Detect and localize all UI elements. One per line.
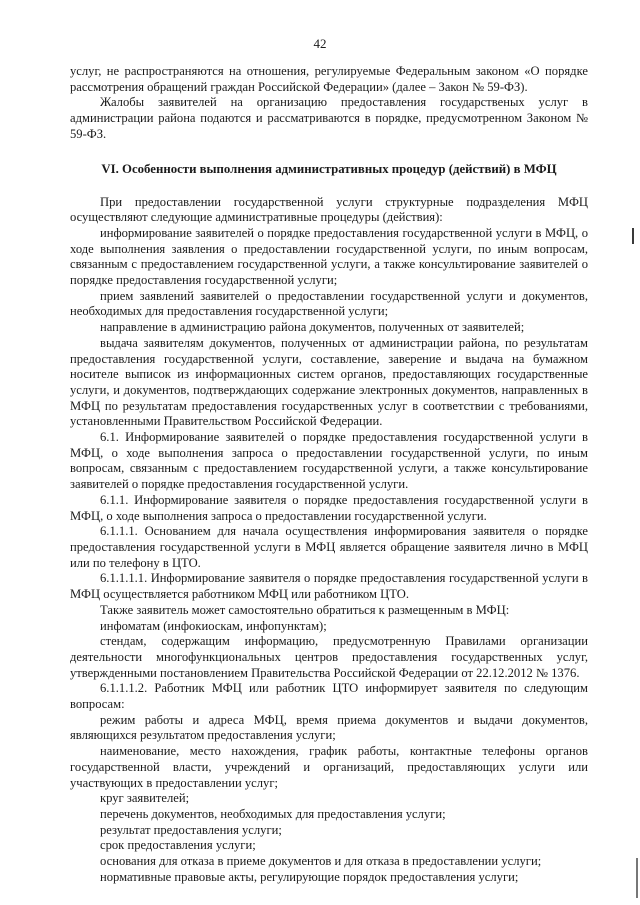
- paragraph: перечень документов, необходимых для предоставления услуги;: [100, 806, 446, 821]
- paragraph: 6.1.1.1. Основанием для начала осуществления информирования заявителя о порядке предоставления государственной услуги в МФЦ является обращение заявителя лично в МФЦ или по телефону в ЦТО.: [70, 524, 588, 570]
- scan-edge-mark: [636, 858, 638, 898]
- paragraph: направление в администрацию района документов, полученных от заявителей;: [100, 320, 525, 335]
- paragraph: результат предоставления услуги;: [100, 822, 282, 837]
- paragraph: режим работы и адреса МФЦ, время приема документов и выдачи документов, являющихся результатом предоставления услуги;: [70, 712, 588, 743]
- paragraph: Также заявитель может самостоятельно обратиться к размещенным в МФЦ:: [100, 602, 510, 617]
- paragraph: Жалобы заявителей на организацию предоставления государственых услуг в администрации района подаются и рассматриваются в порядке, предусмотренном Законом № 59-ФЗ.: [70, 95, 588, 141]
- paragraph: При предоставлении государственной услуги структурные подразделения МФЦ осуществляют следующие административные процедуры (действия):: [70, 194, 588, 225]
- document-body: [70, 64, 588, 885]
- paragraph: прием заявлений заявителей о предоставлении государственной услуги и документов, необходимых для предоставления государственной услуги;: [70, 288, 588, 319]
- paragraph: срок предоставления услуги;: [100, 838, 256, 853]
- paragraph: услуг, не распространяются на отношения, регулируемые Федеральным законом «О порядке рассмотрения обращений граждан Российской Федерации» (далее – Закон № 59-ФЗ).: [70, 64, 588, 94]
- page-number: 42: [313, 36, 327, 51]
- paragraph: инфоматам (инфокиоскам, инфопунктам);: [100, 618, 327, 633]
- paragraph: 6.1. Информирование заявителей о порядке предоставления государственной услуги в МФЦ, о ходе выполнения запроса о предоставлении государственной услуги, по иным вопросам, связанным с предоставлением государственной услуги, а также консультирование заявителей о порядке предоставления государственной услуги.: [70, 430, 588, 492]
- paragraph: наименование, место нахождения, график работы, контактные телефоны органов государственной власти, учреждений и организаций, предоставляющих услуги или участвующих в предоставлении услуг;: [70, 744, 588, 790]
- paragraph: круг заявителей;: [100, 791, 190, 806]
- paragraph: 6.1.1.1.1. Информирование заявителя о порядке предоставления государственной услуги в МФЦ осуществляется работником МФЦ или работником ЦТО.: [70, 571, 588, 602]
- paragraph: стендам, содержащим информацию, предусмотренную Правилами организации деятельности многофункциональных центров предоставления государственных услуг, утвержденными постановлением Правительства Российской Федерации от 22.12.2012 № 1376.: [70, 634, 588, 680]
- paragraph: 6.1.1. Информирование заявителя о порядке предоставления государственной услуги в МФЦ, о ходе выполнения запроса о предоставлении государственной услуги.: [70, 492, 588, 523]
- paragraph: основания для отказа в приеме документов и для отказа в предоставлении услуги;: [100, 854, 542, 869]
- paragraph: 6.1.1.1.2. Работник МФЦ или работник ЦТО информирует заявителя по следующим вопросам:: [70, 681, 588, 712]
- paragraph: нормативные правовые акты, регулирующие порядок предоставления услуги;: [100, 869, 519, 884]
- section-heading: VI. Особенности выполнения административных процедур (действий) в МФЦ: [101, 161, 557, 176]
- scan-margin-mark: [632, 228, 634, 244]
- paragraph: выдача заявителям документов, полученных от администрации района, по результатам предоставления государственной услуги, составление, заверение и выдача на бумажном носителе выписок из информационных систем органов, предоставляющих государственные услуги, и документов, подтверждающих содержание электронных документов, направленных в МФЦ по результатам предоставления государственных услуг в соответствии с требованиями, установленными Правительством Российской Федерации.: [70, 335, 588, 429]
- paragraph: информирование заявителей о порядке предоставления государственной услуги в МФЦ, о ходе выполнения заявления о предоставлении государственной услуги, по иным вопросам, связанным с предоставлением государственной услуги, а также консультирование заявителей о порядке предоставления государственной услуги;: [70, 225, 588, 288]
